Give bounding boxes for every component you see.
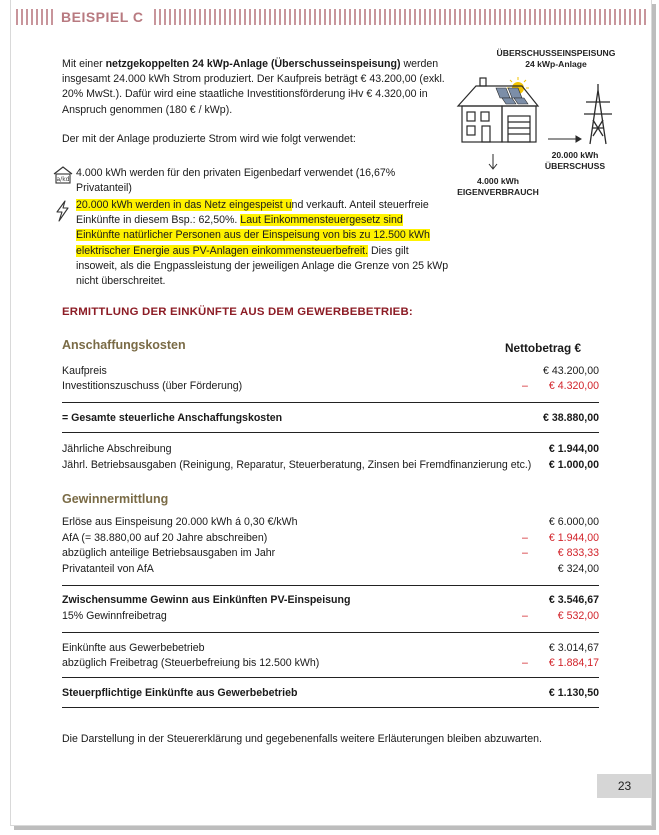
- net-amount-column-header: Nettobetrag €: [505, 341, 582, 355]
- row-einkuenfte: Einkünfte aus Gewerbebetrieb € 3.014,67: [62, 642, 599, 654]
- divider: [62, 585, 599, 586]
- acquisition-heading: Anschaffungskosten: [62, 338, 186, 352]
- diagram-own-label: 4.000 kWh EIGENVERBRAUCH: [457, 176, 539, 197]
- row-erloese: Erlöse aus Einspeisung 20.000 kWh á 0,30 €/kWh € 6.000,00: [62, 516, 599, 528]
- divider: [62, 707, 599, 708]
- own-use-arrow: [489, 154, 497, 169]
- page-shadow-bottom: [14, 826, 656, 830]
- lightning-icon: [52, 200, 74, 218]
- svg-text:a/kd: a/kd: [56, 176, 70, 183]
- row-zwischensumme: Zwischensumme Gewinn aus Einkünften PV-Einspeisung € 3.546,67: [62, 594, 599, 606]
- row-afa: AfA (= 38.880,00 auf 20 Jahre abschreiben) – € 1.944,00: [62, 532, 599, 544]
- surplus-arrow: [548, 136, 581, 142]
- row-anteilige-betriebsausgaben: abzüglich anteilige Betriebsausgaben im Jahr – € 833,33: [62, 547, 599, 559]
- highlight-tax-exempt: Laut Einkommensteuergesetz sind Einkünfte natürlicher Personen aus der Einspeisung von bis zu 12.500 kWh elektrischer Energie aus PV-Anlagen einkommensteuerbefreit.: [76, 214, 430, 257]
- row-freibetrag: abzüglich Freibetrag (Steuerbefreiung bis 12.500 kWh) – € 1.884,17: [62, 657, 599, 669]
- example-header: [12, 6, 650, 28]
- divider: [62, 677, 599, 678]
- power-tower-icon: [584, 84, 612, 144]
- usage-own-text: 4.000 kWh werden für den privaten Eigenbedarf verwendet (16,67% Privatanteil): [76, 167, 396, 195]
- divider: [62, 632, 599, 633]
- row-betriebsausgaben: Jährl. Betriebsausgaben (Reinigung, Reparatur, Steuerberatung, Zinsen bei Fremdfinanzierung etc.) € 1.000,00: [62, 459, 599, 471]
- row-privatanteil: Privatanteil von AfA € 324,00: [62, 563, 599, 575]
- pv-diagram: [452, 44, 650, 214]
- header-stripes-right: [154, 9, 646, 25]
- divider: [62, 402, 599, 403]
- row-investitionszuschuss: Investitionszuschuss (über Förderung) – € 4.320,00: [62, 380, 599, 392]
- usage-grid-feed: [52, 198, 449, 289]
- row-total-acquisition: = Gesamte steuerliche Anschaffungskosten € 38.880,00: [62, 412, 599, 424]
- intro-bold: netzgekoppelten 24 kWp-Anlage (Überschusseinspeisung): [105, 58, 401, 70]
- page-shadow-right: [652, 4, 656, 830]
- example-title: BEISPIEL C: [61, 9, 144, 25]
- intro-paragraph-1: Mit einer netzgekoppelten 24 kWp-Anlage (Überschusseinspeisung) werden insgesamt 24.000 kWh Strom produziert. Der Kaufpreis beträgt € 43.200,00 (exkl. 20% MwSt.). Dafür wird eine staatliche Investitionsförderung iHv € 4.320,00 in Anspruch genommen (180 € / kWp).: [62, 58, 445, 116]
- section-title: ERMITTLUNG DER EINKÜNFTE AUS DEM GEWERBEBETRIEB:: [62, 306, 413, 318]
- row-abschreibung: Jährliche Abschreibung € 1.944,00: [62, 443, 599, 455]
- row-steuerpflichtig: Steuerpflichtige Einkünfte aus Gewerbebetrieb € 1.130,50: [62, 687, 599, 699]
- profit-heading: Gewinnermittlung: [62, 492, 169, 506]
- intro-text: [62, 57, 450, 161]
- diagram-surplus-label: 20.000 kWh ÜBERSCHUSS: [544, 150, 606, 171]
- footer-note: Die Darstellung in der Steuererklärung und gegebenenfalls weitere Erläuterungen bleiben abzuwarten.: [62, 733, 542, 745]
- diagram-title: ÜBERSCHUSSEINSPEISUNG 24 kWp-Anlage: [496, 48, 616, 69]
- usage-grid-text: 20.000 kWh werden in das Netz eingespeist und verkauft. Anteil steuerfreie Einkünfte in diesem Bsp.: 62,50%. Laut Einkommensteuergesetz sind Einkünfte natürlicher Personen aus der Einspeisung von bis zu 12.500 kWh elektrischer Energie aus PV-Anlagen einkommensteuerbefreit. Dies gilt insoweit, als die Engpassleistung der jeweiligen Anlage die Grenze von 25 kWp nicht überschreitet.: [76, 199, 449, 288]
- row-kaufpreis: Kaufpreis € 43.200,00: [62, 365, 599, 377]
- page-number: 23: [597, 774, 652, 798]
- intro-paragraph-2: Der mit der Anlage produzierte Strom wird wie folgt verwendet:: [62, 132, 356, 145]
- usage-own-consumption: [52, 166, 449, 196]
- highlight-feed-in: 20.000 kWh werden in das Netz eingespeist u: [76, 199, 292, 211]
- house-icon: [52, 166, 74, 184]
- divider: [62, 432, 599, 433]
- header-stripes-left: [16, 9, 53, 25]
- row-gewinnfreibetrag: 15% Gewinnfreibetrag – € 532,00: [62, 610, 599, 622]
